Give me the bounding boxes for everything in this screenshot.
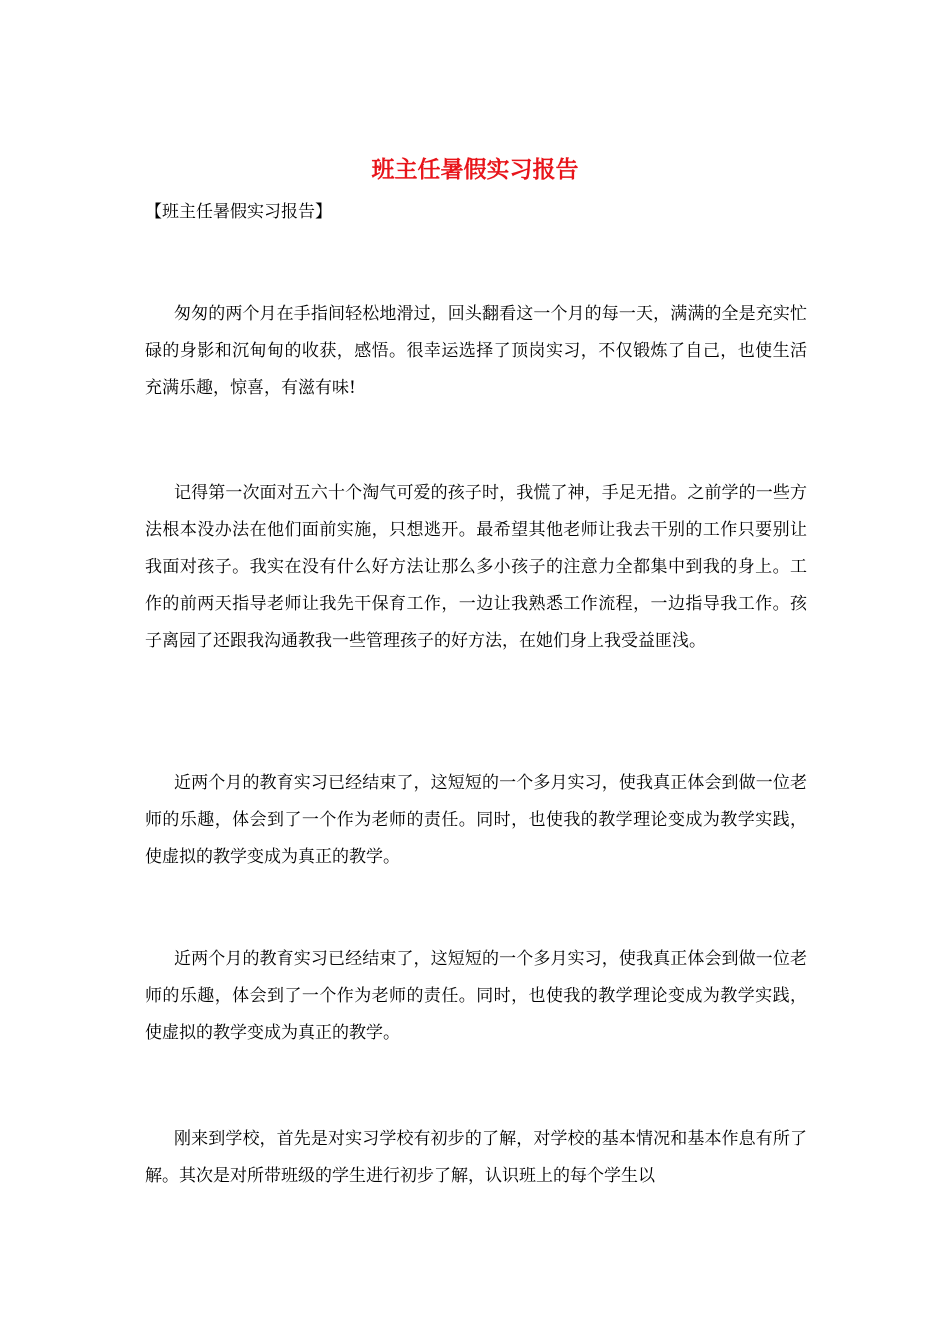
document-title: 班主任暑假实习报告: [371, 156, 579, 183]
paragraph-5: 刚来到学校，首先是对实习学校有初步的了解，对学校的基本情况和基本作息有所了解。其次是对所带班级的学生进行初步了解，认识班上的每个学生以: [145, 1129, 807, 1186]
paragraph-4: 近两个月的教育实习已经结束了，这短短的一个多月实习，使我真正体会到做一位老师的乐趣，体会到了一个作为老师的责任。同时，也使我的教学理论变成为教学实践，使虚拟的教学变成为真正的教学。: [145, 949, 807, 1043]
paragraph-1: 匆匆的两个月在手指间轻松地滑过，回头翻看这一个月的每一天，满满的全是充实忙碌的身影和沉甸甸的收获，感悟。很幸运选择了顶岗实习，不仅锻炼了自己，也使生活充满乐趣，惊喜，有滋有味!: [145, 304, 807, 398]
paragraph-2: 记得第一次面对五六十个淘气可爱的孩子时，我慌了神，手足无措。之前学的一些方法根本没办法在他们面前实施，只想逃开。最希望其他老师让我去干别的工作只要别让我面对孩子。我实在没有什么好方法让那么多小孩子的注意力全都集中到我的身上。工作的前两天指导老师让我先干保育工作，一边让我熟悉工作流程，一边指导我工作。孩子离园了还跟我沟通教我一些管理孩子的好方法，在她们身上我受益匪浅。: [145, 483, 807, 651]
paragraph-3: 近两个月的教育实习已经结束了，这短短的一个多月实习，使我真正体会到做一位老师的乐趣，体会到了一个作为老师的责任。同时，也使我的教学理论变成为教学实践，使虚拟的教学变成为真正的教学。: [145, 773, 807, 867]
document-subtitle: 【班主任暑假实习报告】: [145, 202, 332, 222]
